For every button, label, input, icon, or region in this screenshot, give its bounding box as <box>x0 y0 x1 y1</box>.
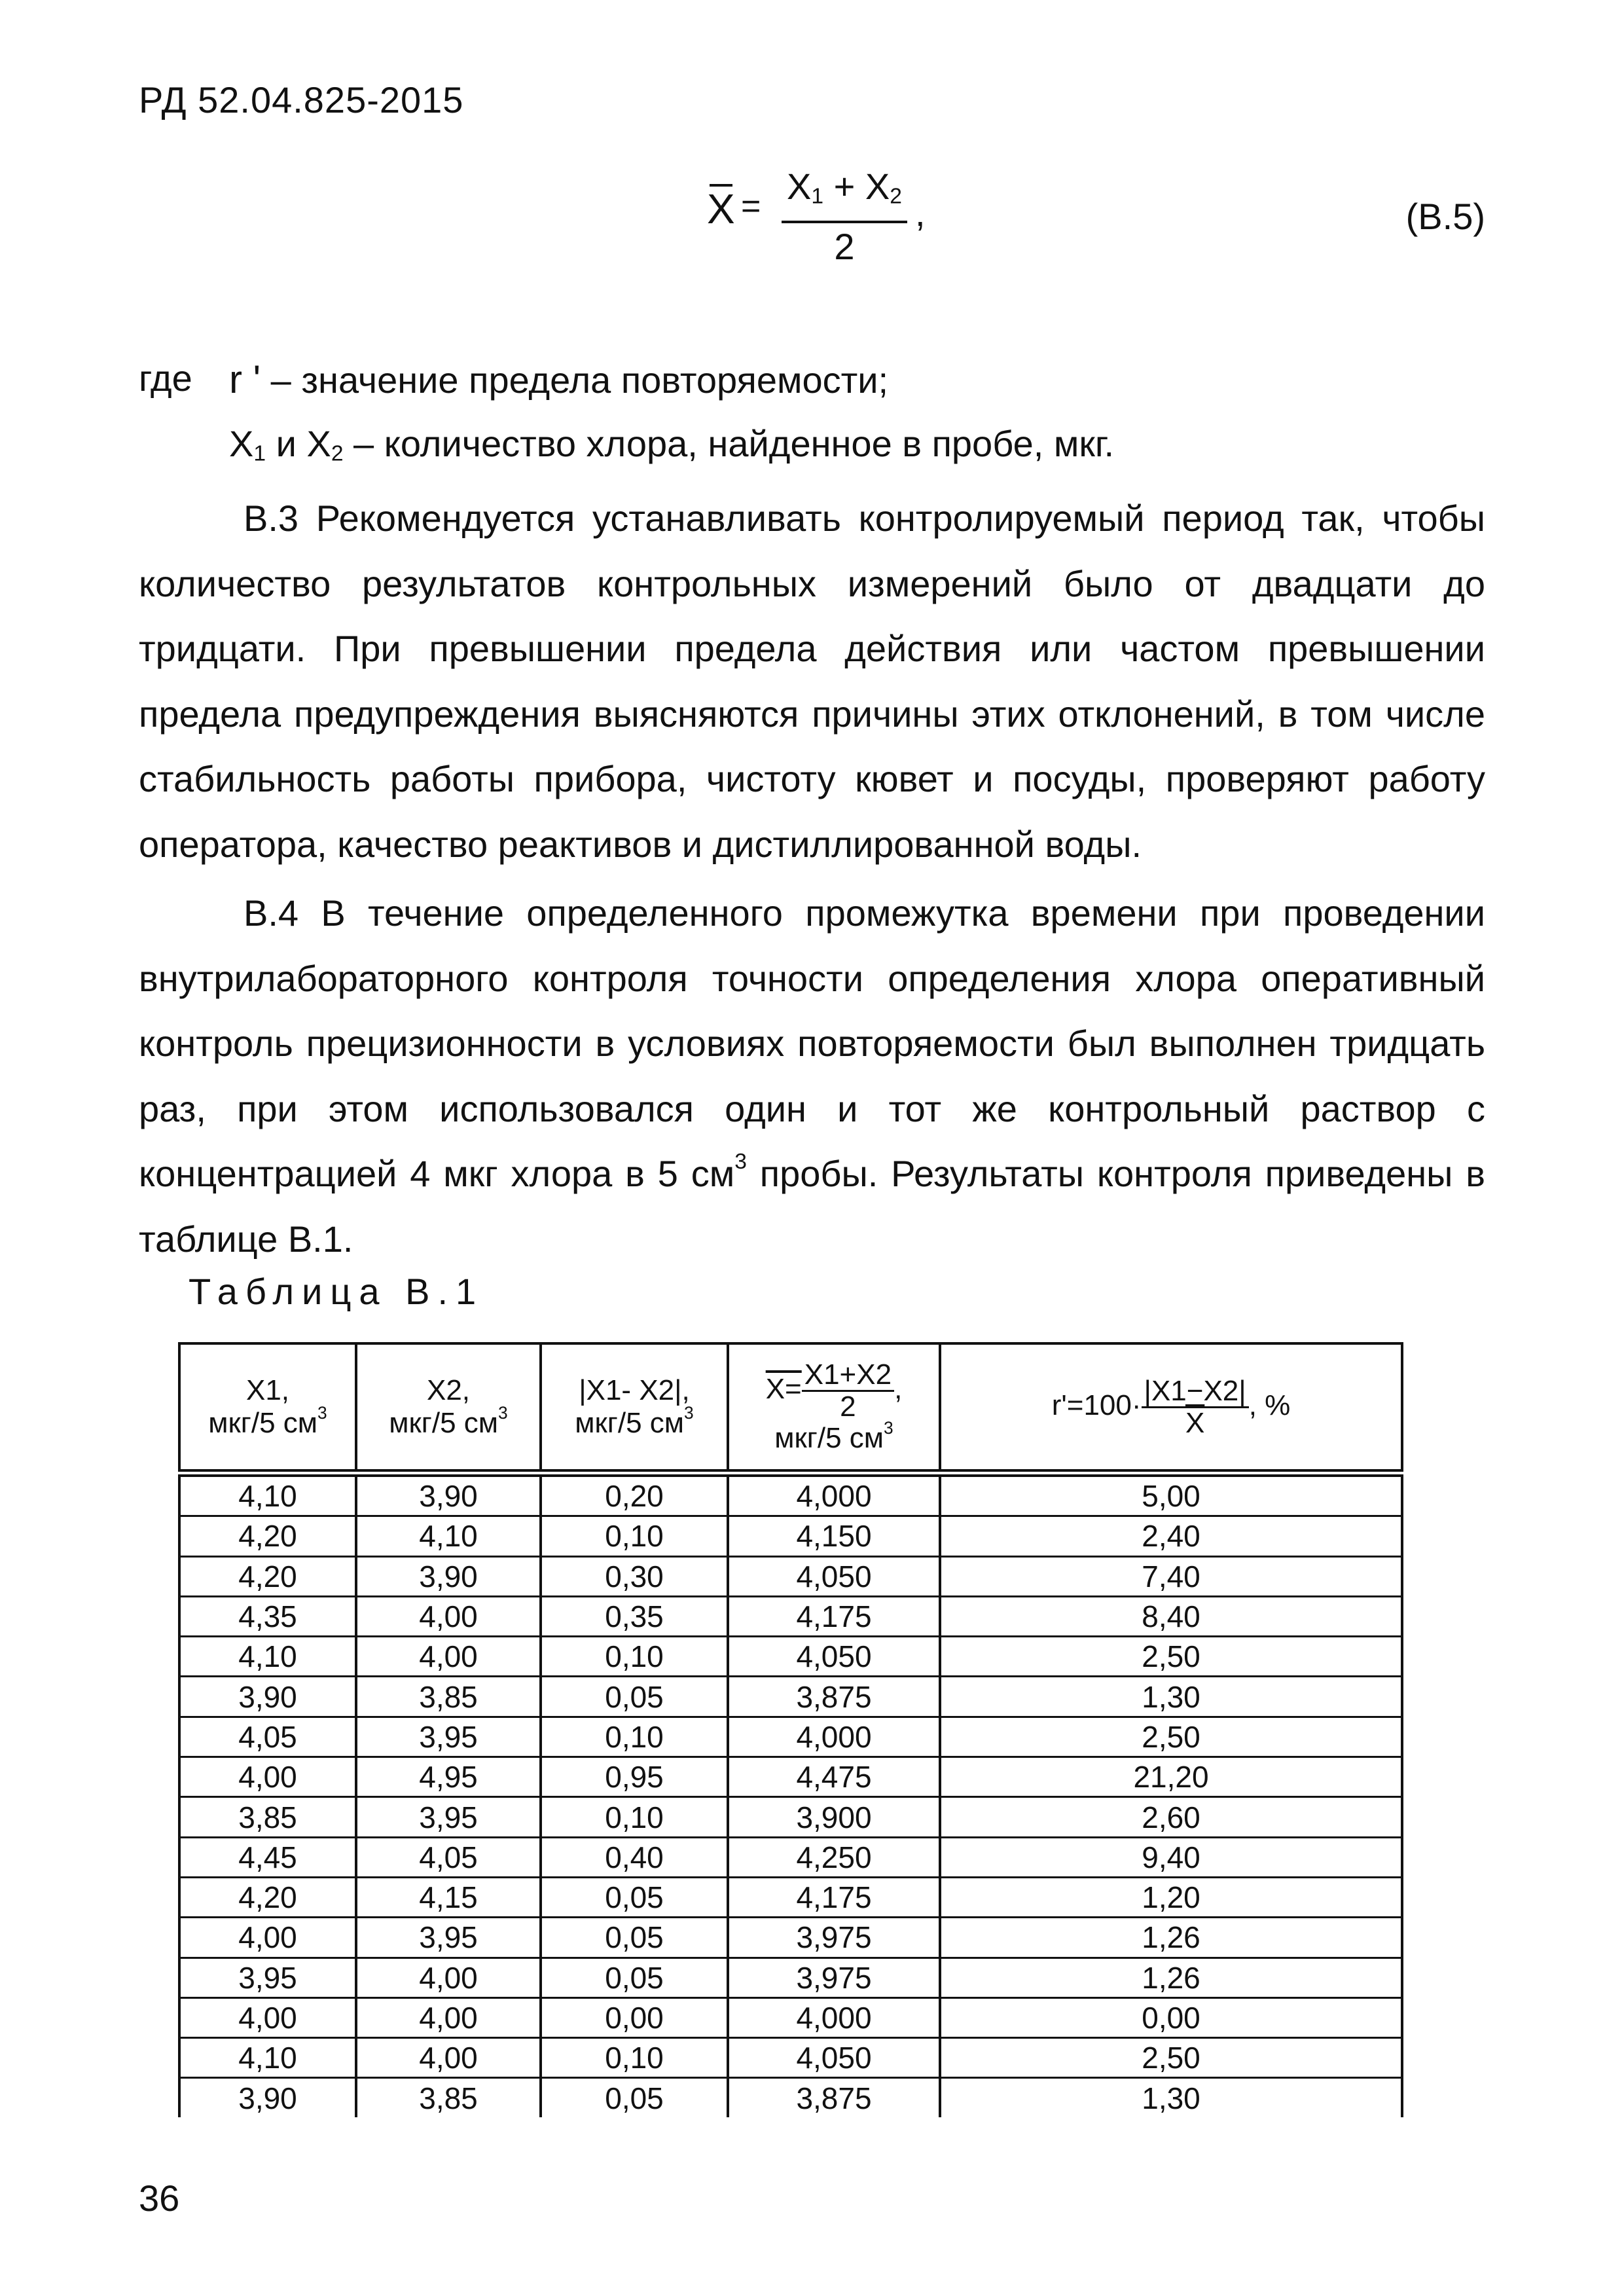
cell-mean: 3,875 <box>728 1677 940 1717</box>
cell-abs-diff: 0,05 <box>541 1958 728 1997</box>
cell-r-prime: 7,40 <box>940 1556 1402 1596</box>
cell-r-prime: 1,30 <box>940 1677 1402 1717</box>
cell-abs-diff: 0,00 <box>541 1997 728 2037</box>
cell-x2: 4,05 <box>356 1837 541 1877</box>
document-code: РД 52.04.825-2015 <box>139 79 464 120</box>
cell-mean: 3,900 <box>728 1797 940 1837</box>
cell-x1: 4,20 <box>179 1877 356 1917</box>
cell-mean: 4,175 <box>728 1596 940 1636</box>
cell-x2: 4,00 <box>356 1637 541 1677</box>
table-row <box>179 1997 1402 2037</box>
cell-x1: 4,10 <box>179 1473 356 1516</box>
table-row <box>179 1797 1402 1837</box>
cell-x1: 4,10 <box>179 2038 356 2078</box>
results-table <box>178 1342 1403 2117</box>
cell-abs-diff: 0,05 <box>541 1877 728 1917</box>
cell-mean: 4,250 <box>728 1837 940 1877</box>
cell-x1: 4,00 <box>179 1918 356 1958</box>
cell-x2: 3,85 <box>356 2078 541 2117</box>
cell-r-prime: 2,50 <box>940 1637 1402 1677</box>
cell-abs-diff: 0,10 <box>541 1516 728 1556</box>
table-row <box>179 1516 1402 1556</box>
header-mean: X= $\frac{X1+X2}{2}$ , мкг/5 $см^3$ <box>728 1343 940 1473</box>
cell-x1: 3,95 <box>179 1958 356 1997</box>
where-r-definition: r ' – значение предела повторяемости; <box>229 357 889 401</box>
cell-r-prime: 9,40 <box>940 1837 1402 1877</box>
cell-x1: 4,45 <box>179 1837 356 1877</box>
formula-fraction-line <box>782 221 907 223</box>
cell-abs-diff: 0,95 <box>541 1757 728 1797</box>
cell-r-prime: 8,40 <box>940 1596 1402 1636</box>
header-r-prime: r'=100· $\frac{|X1-X2|}{X}$ , % <box>940 1343 1402 1473</box>
cell-x2: 3,95 <box>356 1797 541 1837</box>
cell-x1: 4,00 <box>179 1997 356 2037</box>
cell-mean: 4,050 <box>728 1556 940 1596</box>
cell-mean: 3,975 <box>728 1958 940 1997</box>
cell-abs-diff: 0,05 <box>541 1677 728 1717</box>
cell-r-prime: 1,20 <box>940 1877 1402 1917</box>
cell-x1: 4,20 <box>179 1556 356 1596</box>
table-row <box>179 1837 1402 1877</box>
cell-abs-diff: 0,20 <box>541 1473 728 1516</box>
cell-x2: 3,90 <box>356 1556 541 1596</box>
header-x1: X1, мкг/5 $см^3$ <box>179 1343 356 1473</box>
cell-mean: 3,875 <box>728 2078 940 2117</box>
cell-r-prime: 2,50 <box>940 1717 1402 1757</box>
formula-fraction <box>779 167 910 266</box>
formula-equals: = <box>741 187 761 225</box>
cell-x1: 3,85 <box>179 1797 356 1837</box>
formula-mean-symbol: X <box>707 185 735 232</box>
table-caption: Таблица В.1 <box>189 1271 484 1312</box>
table-row <box>179 1757 1402 1797</box>
cell-mean: 4,475 <box>728 1757 940 1797</box>
cell-x2: 3,95 <box>356 1918 541 1958</box>
cell-x1: 3,90 <box>179 2078 356 2117</box>
table-row <box>179 1677 1402 1717</box>
cell-r-prime: 0,00 <box>940 1997 1402 2037</box>
cell-x1: 4,10 <box>179 1637 356 1677</box>
table-row <box>179 2038 1402 2078</box>
cell-mean: 4,000 <box>728 1473 940 1516</box>
cell-abs-diff: 0,05 <box>541 1918 728 1958</box>
cell-abs-diff: 0,05 <box>541 2078 728 2117</box>
formula-denominator: 2 <box>834 225 855 267</box>
table-header-row <box>179 1343 1402 1473</box>
cell-r-prime: 1,26 <box>940 1918 1402 1958</box>
cell-x1: 4,05 <box>179 1717 356 1757</box>
cell-r-prime: 21,20 <box>940 1757 1402 1797</box>
cell-x2: 4,10 <box>356 1516 541 1556</box>
cell-mean: 4,175 <box>728 1877 940 1917</box>
formula-numerator: $X_1 + X_2$ <box>787 166 902 209</box>
table-row <box>179 1918 1402 1958</box>
formula-number: (В.5) <box>1405 196 1485 237</box>
cell-abs-diff: 0,35 <box>541 1596 728 1636</box>
cell-abs-diff: 0,10 <box>541 1637 728 1677</box>
cell-abs-diff: 0,40 <box>541 1837 728 1877</box>
cell-x2: 4,15 <box>356 1877 541 1917</box>
paragraph-b4: В.4 В течение определенного промежутка времени при проведении внутрилабораторного контроля точности определения хлора оперативный контроль прецизионности в условиях повторяемости был выполнен тридцать раз, при этом использовался один и тот же контрольный раствор с концентрацией 4 мкг хлора в 5 $см^3$ пробы. Результаты контроля приведены в таблице В.1. <box>139 892 1485 1260</box>
where-x-definition: $X_1$ и $X_2$ – количество хлора, найденное в пробе, мкг. <box>229 423 1115 466</box>
header-abs-diff: |X1- X2|, мкг/5 $см^3$ <box>541 1343 728 1473</box>
cell-r-prime: 5,00 <box>940 1473 1402 1516</box>
table-row <box>179 1596 1402 1636</box>
page-number: 36 <box>139 2178 180 2219</box>
cell-x2: 4,95 <box>356 1757 541 1797</box>
table-row <box>179 1473 1402 1516</box>
where-word: где <box>139 357 192 399</box>
cell-x1: 4,20 <box>179 1516 356 1556</box>
cell-abs-diff: 0,30 <box>541 1556 728 1596</box>
table-body <box>179 1473 1402 2117</box>
cell-r-prime: 2,60 <box>940 1797 1402 1837</box>
cell-x1: 4,35 <box>179 1596 356 1636</box>
table-row <box>179 2078 1402 2117</box>
cell-mean: 4,150 <box>728 1516 940 1556</box>
cell-x2: 3,95 <box>356 1717 541 1757</box>
cell-x2: 3,90 <box>356 1473 541 1516</box>
formula-b5 <box>707 166 926 272</box>
cell-abs-diff: 0,10 <box>541 2038 728 2078</box>
cell-abs-diff: 0,10 <box>541 1717 728 1757</box>
table-row <box>179 1958 1402 1997</box>
cell-r-prime: 1,30 <box>940 2078 1402 2117</box>
cell-x2: 4,00 <box>356 2038 541 2078</box>
cell-mean: 4,000 <box>728 1997 940 2037</box>
cell-x2: 4,00 <box>356 1596 541 1636</box>
cell-x2: 4,00 <box>356 1958 541 1997</box>
cell-mean: 4,000 <box>728 1717 940 1757</box>
cell-r-prime: 2,40 <box>940 1516 1402 1556</box>
cell-mean: 3,975 <box>728 1918 940 1958</box>
table-row <box>179 1877 1402 1917</box>
table-row <box>179 1717 1402 1757</box>
cell-mean: 4,050 <box>728 1637 940 1677</box>
cell-x1: 3,90 <box>179 1677 356 1717</box>
cell-x1: 4,00 <box>179 1757 356 1797</box>
cell-r-prime: 2,50 <box>940 2038 1402 2078</box>
cell-mean: 4,050 <box>728 2038 940 2078</box>
cell-r-prime: 1,26 <box>940 1958 1402 1997</box>
cell-x2: 4,00 <box>356 1997 541 2037</box>
table-row <box>179 1556 1402 1596</box>
formula-comma: , <box>915 192 926 234</box>
table-row <box>179 1637 1402 1677</box>
cell-x2: 3,85 <box>356 1677 541 1717</box>
cell-abs-diff: 0,10 <box>541 1797 728 1837</box>
header-x2: X2, мкг/5 $см^3$ <box>356 1343 541 1473</box>
paragraph-b3: В.3 Рекомендуется устанавливать контролируемый период так, чтобы количество результатов контрольных измерений было от двадцати до тридцати. При превышении предела действия или частом превышении предела предупреждения выясняются причины этих отклонений, в том числе стабильность работы прибора, чистоту кювет и посуды, проверяют работу оператора, качество реактивов и дистиллированной воды. <box>139 498 1485 865</box>
